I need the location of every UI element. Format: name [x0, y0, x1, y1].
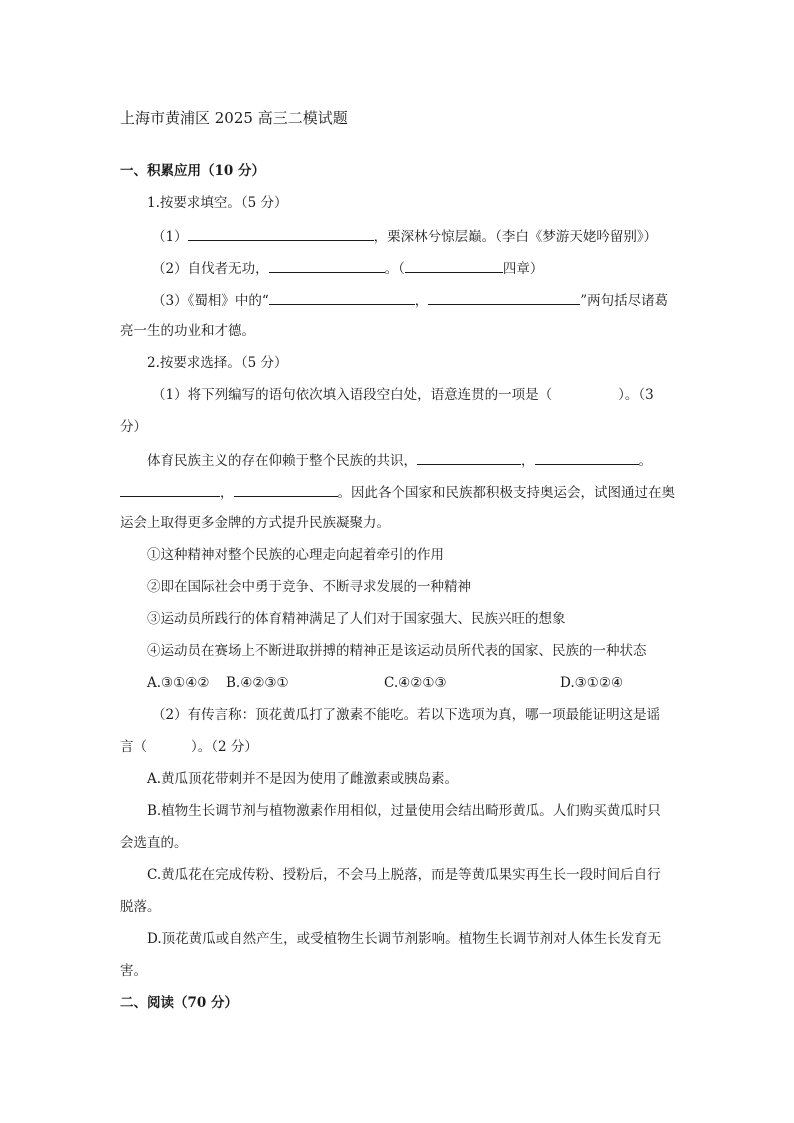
page-title: 上海市黄浦区 2025 高三二模试题	[120, 109, 348, 127]
q2-sub1-passage-line3: 运会上取得更多金牌的方式提升民族凝聚力。	[120, 515, 390, 531]
q1-item3-sep: ，	[414, 293, 429, 309]
passage-sep: ，	[521, 453, 535, 469]
q2-sub2-stem-cont	[120, 738, 258, 756]
sentence-2: ②即在国际社会中勇于竞争、不断寻求发展的一种精神	[147, 579, 471, 595]
fill-blank[interactable]	[417, 450, 521, 465]
q1-item3-prefix: （3）《蜀相》中的“	[152, 293, 269, 309]
q1-stem: 1.按要求填空。（5 分）	[147, 195, 288, 211]
section1-heading: 一、积累应用（10 分）	[120, 163, 265, 179]
passage-text: 体育民族主义的存在仰赖于整个民族的共识，	[147, 453, 417, 469]
fill-blank[interactable]	[535, 450, 639, 465]
q2-sub2-option-c[interactable]: C.黄瓜花在完成传粉、授粉后，不会马上脱落，而是等黄瓜果实再生长一段时间后自行	[147, 867, 661, 883]
fill-blank[interactable]	[269, 258, 385, 273]
q2-sub2-option-c-cont: 脱落。	[120, 899, 161, 915]
fill-blank[interactable]	[188, 226, 374, 241]
q1-item1-text: ，栗深林兮惊层巅。（李白《梦游天姥吟留别》）	[373, 229, 658, 245]
section2-heading: 二、阅读（70 分）	[120, 995, 238, 1011]
q2-sub1-passage-line2	[120, 482, 675, 502]
fill-blank[interactable]	[405, 258, 503, 273]
q1-item3-suffix: ”两句括尽诸葛	[580, 293, 669, 309]
q2-sub1-option-d[interactable]: D.③①②④	[560, 675, 624, 691]
q1-item2-suffix: 四章）	[502, 261, 544, 277]
q2-sub2-stem-b: 言（	[120, 739, 147, 755]
q1-item2	[152, 258, 543, 278]
q2-sub1-option-b[interactable]: B.④②③①	[226, 675, 289, 691]
q1-item1-prefix: （1）	[152, 229, 188, 245]
fill-blank[interactable]	[120, 482, 220, 497]
q1-item3	[152, 290, 668, 310]
q2-sub2-option-d[interactable]: D.顶花黄瓜或自然产生，或受植物生长调节剂影响。植物生长调节剂对人体生长发育无	[147, 931, 662, 947]
q2-sub1-stem-a: （1）将下列编写的语句依次填入语段空白处，语意连贯的一项是（	[152, 387, 553, 403]
q2-sub2-option-d-cont: 害。	[120, 963, 147, 979]
q2-sub2-stem: （2）有传言称：顶花黄瓜打了激素不能吃。若以下选项为真，哪一项最能证明这是谣	[152, 707, 661, 723]
fill-blank[interactable]	[234, 482, 338, 497]
q2-sub2-stem-c: ）。（2 分）	[191, 739, 258, 755]
passage-end: 。	[638, 453, 652, 469]
passage-sep: ，	[220, 485, 234, 501]
fill-blank[interactable]	[269, 290, 415, 305]
q2-stem: 2.按要求选择。（5 分）	[147, 355, 288, 371]
q2-sub1-option-c[interactable]: C.④②①③	[384, 675, 447, 691]
sentence-3: ③运动员所践行的体育精神满足了人们对于国家强大、民族兴旺的想象	[147, 611, 566, 627]
q2-sub2-option-b[interactable]: B.植物生长调节剂与植物激素作用相似，过量使用会结出畸形黄瓜。人们购买黄瓜时只	[147, 803, 661, 819]
q2-sub1-stem	[152, 386, 654, 404]
q2-sub1-stem-b: ）。（3	[618, 387, 654, 403]
q2-sub1-passage-line1	[147, 450, 652, 470]
q1-item1	[152, 226, 657, 246]
sentence-1: ①这种精神对整个民族的心理走向起着牵引的作用	[147, 547, 444, 563]
q1-item3-cont: 亮一生的功业和才德。	[120, 323, 255, 339]
q2-sub2-option-a[interactable]: A.黄瓜顶花带刺并不是因为使用了雌激素或胰岛素。	[147, 771, 459, 787]
fill-blank[interactable]	[428, 290, 580, 305]
q1-item2-mid: 。（	[384, 261, 405, 277]
q2-sub1-stem-cont: 分）	[120, 419, 147, 435]
q2-sub2-option-b-cont: 会选直的。	[120, 835, 188, 851]
q2-sub1-option-a[interactable]: A.③①④②	[147, 675, 210, 691]
sentence-4: ④运动员在赛场上不断进取拼搏的精神正是该运动员所代表的国家、民族的一种状态	[147, 643, 647, 659]
q1-item2-prefix: （2）自伐者无功，	[152, 261, 269, 277]
passage-text: 。因此各个国家和民族都积极支持奥运会，试图通过在奥	[337, 485, 675, 501]
